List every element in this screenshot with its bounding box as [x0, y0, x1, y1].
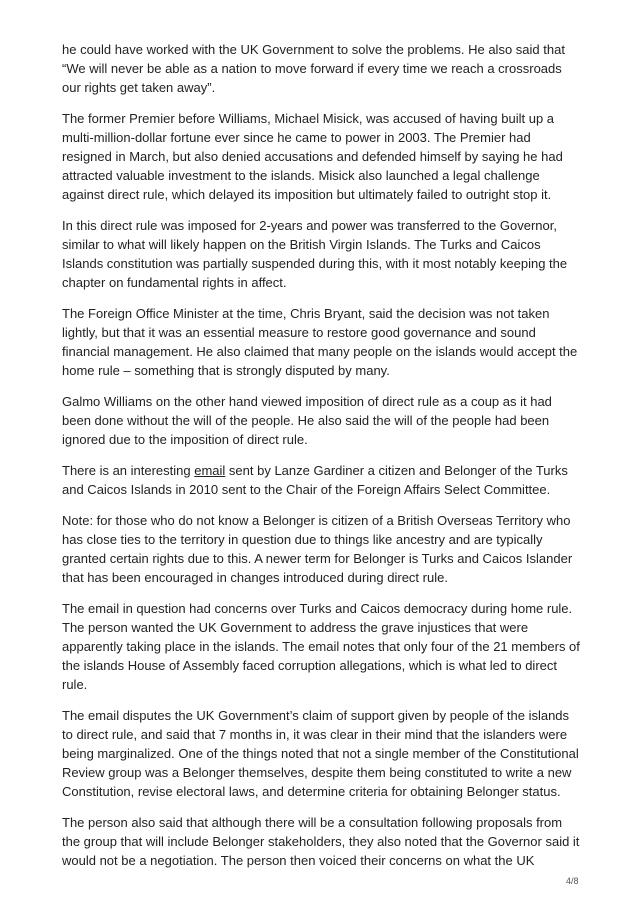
- paragraph-2: The former Premier before Williams, Michael Misick, was accused of having built up a multi-million-dollar fortune ever since he came to power in 2003. The Premier had resigned in March, but also denied accusations and defended himself by saying he had attracted valuable investment to the islands. Misick also launched a legal challenge against direct rule, which delayed its imposition but ultimately failed to outright stop it.: [62, 111, 563, 202]
- paragraph-6-end: sent by Lanze Gardiner a citizen and Belonger of the Turks and Caicos Islands in 2010 sent to the Chair of the Foreign Affairs Select Committee.: [62, 463, 568, 497]
- paragraph-7: Note: for those who do not know a Belonger is citizen of a British Overseas Territory who has close ties to the territory in question due to things like ancestry and are typically granted certain rights due to this. A newer term for Belonger is Turks and Caicos Islander that has been encouraged in changes introduced during direct rule.: [62, 513, 573, 585]
- paragraph-6-start: There is an interesting: [62, 463, 195, 478]
- paragraph-9: The email disputes the UK Government’s claim of support given by people of the islands to direct rule, and said that 7 months in, it was clear in their mind that the islanders were being marginalized. One of the things noted that not a single member of the Constitutional Review group was a Belonger themselves, despite them being constituted to write a new Constitution, revise electoral laws, and determine criteria for obtaining Belonger status.: [62, 708, 579, 799]
- paragraph-1: he could have worked with the UK Government to solve the problems. He also said that “We will never be able as a nation to move forward if every time we reach a crossroads our rights get taken away”.: [62, 42, 565, 95]
- document-page: [62, 40, 582, 882]
- paragraph-5: Galmo Williams on the other hand viewed imposition of direct rule as a coup as it had been done without the will of the people. He also said the will of the people had been ignored due to the imposition of direct rule.: [62, 394, 552, 447]
- paragraph-6: [62, 461, 582, 499]
- paragraph-4: The Foreign Office Minister at the time, Chris Bryant, said the decision was not taken lightly, but that it was an essential measure to restore good governance and sound financial management. He also claimed that many people on the islands would accept the home rule – something that is strongly disputed by many.: [62, 306, 578, 378]
- email-link[interactable]: email: [194, 463, 226, 478]
- paragraph-10: The person also said that although there will be a consultation following proposals from the group that will include Belonger stakeholders, they also noted that the Governor said it would not be a negotiation. The person then voiced their concerns on what the UK: [62, 815, 580, 868]
- paragraph-3: In this direct rule was imposed for 2-years and power was transferred to the Governor, similar to what will likely happen on the British Virgin Islands. The Turks and Caicos Islands constitution was partially suspended during this, with it most notably keeping the chapter on fundamental rights in affect.: [62, 218, 568, 290]
- page-number: 4/8: [566, 876, 579, 886]
- paragraph-8: The email in question had concerns over Turks and Caicos democracy during home rule. The person wanted the UK Government to address the grave injustices that were apparently taking place in the islands. The email notes that only four of the 21 members of the islands House of Assembly faced corruption allegations, which is what led to direct rule.: [62, 601, 580, 692]
